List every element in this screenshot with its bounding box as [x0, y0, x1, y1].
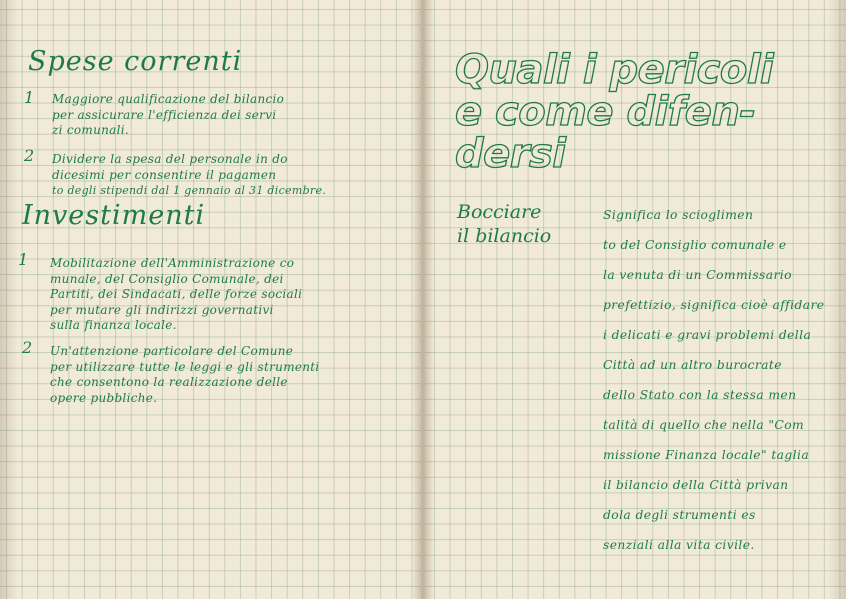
right-edge-shadow [828, 0, 846, 599]
item-line: Maggiore qualificazione del bilancio [52, 92, 285, 106]
body-line: la venuta di un Commissario [603, 268, 792, 282]
item-number: 2 [24, 146, 35, 165]
body-line: talità di quello che nella "Com [603, 418, 805, 432]
subheading-line: il bilancio [457, 225, 552, 247]
title-line: e come difen- [455, 89, 756, 135]
item-line: Un'attenzione particolare del Comune [50, 344, 294, 358]
item-line: per mutare gli indirizzi governativi [50, 302, 274, 317]
list-item-spese-1 [52, 92, 284, 139]
list-item-investimenti-1 [50, 256, 302, 334]
item-line: che consentono la realizzazione delle [50, 375, 288, 390]
item-number: 1 [18, 250, 29, 269]
body-line: dello Stato con la stessa men [603, 388, 797, 402]
item-line: per assicurare l'efficienza dei servi [52, 107, 277, 122]
section-title-spese-correnti: Spese correnti [28, 46, 243, 77]
notebook-gutter [412, 0, 434, 599]
item-line: Dividere la spesa del personale in do [52, 152, 288, 166]
item-line: dicesimi per consentire il pagamen [52, 167, 277, 182]
body-line: i delicati e gravi problemi della [603, 328, 812, 342]
left-edge-shadow [0, 0, 18, 599]
right-page [425, 0, 846, 599]
subheading-bocciare-bilancio [457, 200, 551, 248]
item-line: zi comunali. [52, 123, 130, 138]
item-line: per utilizzare tutte le leggi e gli strumenti [50, 359, 320, 374]
subheading-line: Bocciare [457, 201, 542, 223]
item-number: 2 [22, 338, 33, 357]
item-line: to degli stipendi dal 1 gennaio al 31 dicembre. [52, 184, 327, 198]
body-line: senziali alla vita civile. [603, 538, 755, 552]
left-page [0, 0, 421, 599]
list-item-investimenti-2 [50, 344, 320, 406]
body-line: il bilancio della Città privan [603, 478, 789, 492]
item-line: Partiti, dei Sindacati, delle forze sociali [50, 287, 303, 302]
list-item-spese-2 [52, 152, 326, 199]
title-line: Quali i pericoli [455, 47, 774, 93]
section-title-investimenti: Investimenti [22, 200, 206, 231]
body-line: missione Finanza locale" taglia [603, 448, 810, 462]
body-line: Città ad un altro burocrate [603, 358, 782, 372]
item-line: opere pubbliche. [50, 390, 158, 405]
body-line: prefettizio, significa cioè affidare [603, 298, 825, 312]
title-line: dersi [455, 131, 566, 177]
item-line: munale, del Consiglio Comunale, dei [50, 271, 284, 286]
body-line: to del Consiglio comunale e [603, 238, 787, 252]
item-number: 1 [24, 88, 35, 107]
body-line: Significa lo scioglimen [603, 208, 754, 222]
body-line: dola degli strumenti es [603, 508, 756, 522]
item-line: Mobilitazione dell'Amministrazione co [50, 256, 295, 270]
item-line: sulla finanza locale. [50, 318, 177, 333]
body-text [603, 200, 824, 560]
